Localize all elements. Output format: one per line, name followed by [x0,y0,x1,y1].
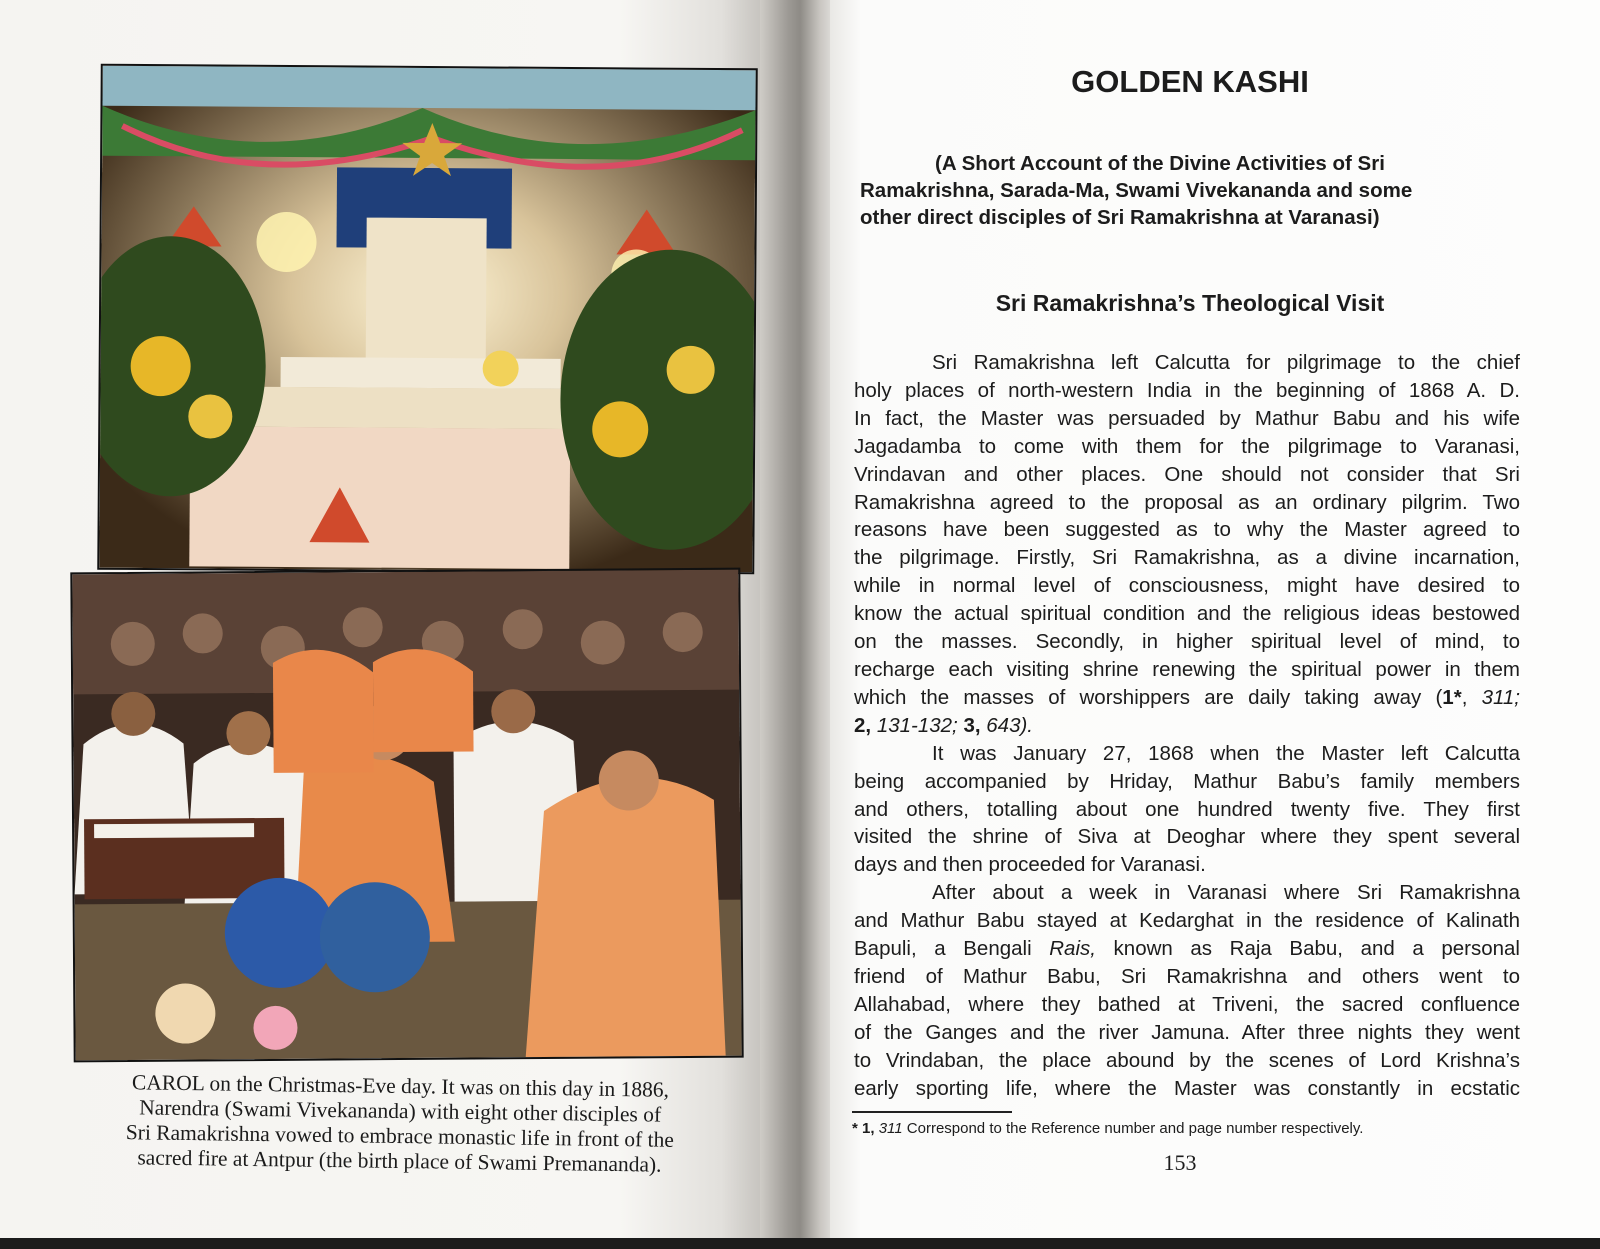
photo-caption [79,1070,720,1179]
chapter-subtitle [860,150,1520,231]
text-line: Jagadamba to come with them for the pilgrimage to Varanasi, [854,434,1520,458]
caption-line: Sri Ramakrishna vowed to embrace monastic life in front of the [125,1120,675,1152]
text-line: holy places of north-western India in the beginning of 1868 A. D. [854,378,1520,402]
text-line [854,712,1520,740]
book-gutter [760,0,840,1238]
text-line: visited the shrine of Siva at Deoghar where they spent several [854,825,1520,849]
italic-term: Rais, [1049,937,1096,961]
text-run: known as Raja Babu, and a personal [1095,937,1520,961]
subtitle-line: Ramakrishna, Sarada-Ma, Swami Vivekananda and some [860,179,1413,202]
footnote-divider [852,1111,1012,1113]
text-line: Allahabad, where they bathed at Triveni, the sacred confluence [854,992,1520,1016]
text-line: of the Ganges and the river Jamuna. After three nights they went [854,1020,1520,1044]
text-line: reasons have been suggested as to why the Master agreed to [854,518,1520,542]
text-line: to Vrindaban, the place abound by the scenes of Lord Krishna’s [854,1048,1520,1072]
caption-line: sacred fire at Antpur (the birth place of Swami Premananda). [137,1145,662,1177]
footnote-page: 311 [878,1120,903,1137]
text-line: which the masses of worshippers are daily taking away (1*, 311; [854,685,1520,709]
text-line: It was January 27, 1868 when the Master left Calcutta [932,741,1520,765]
text-line: the pilgrimage. Firstly, Sri Ramakrishna, as a divine incarnation, [854,546,1520,570]
reference-number: 1* [1442,685,1462,709]
reference-number: 3, [963,713,981,737]
section-heading: Sri Ramakrishna’s Theological Visit [995,290,1385,316]
text-line: and others, totalling about one hundred twenty five. They first [854,797,1520,821]
text-line: After about a week in Varanasi where Sri Ramakrishna [932,881,1520,905]
footnote-mark: * 1, [852,1120,875,1137]
text-run: which the masses of worshippers are daily taking away ( [854,685,1443,709]
text-line: Ramakrishna agreed to the proposal as an ordinary pilgrim. Two [854,490,1520,514]
text-line: know the actual spiritual condition and the religious ideas bestowed [854,602,1520,626]
reference-page: 311; [1481,685,1520,709]
text-line: early sporting life, where the Master was constantly in ecstatic [854,1076,1520,1100]
text-line: and Mathur Babu stayed at Kedarghat in the residence of Kalinath [854,909,1520,933]
chapter-title: GOLDEN KASHI [1071,64,1309,99]
text-line: days and then proceeded for Varanasi. [854,853,1206,877]
text-line: recharge each visiting shrine renewing the spiritual power in them [854,657,1520,681]
text-line: Sri Ramakrishna left Calcutta for pilgrimage to the chief [932,351,1520,374]
text-line: being accompanied by Hriday, Mathur Babu’s family members [854,769,1520,793]
text-line: friend of Mathur Babu, Sri Ramakrishna and others went to [854,964,1520,988]
text-line: while in normal level of consciousness, might have desired to [854,574,1520,598]
text-line [854,935,1520,963]
text-line: on the masses. Secondly, in higher spiritual level of mind, to [854,630,1520,654]
altar-photo [97,64,758,575]
reference-page: 643). [986,713,1033,737]
reference-number: 2, [854,713,872,737]
caption-line: Narendra (Swami Vivekananda) with eight other disciples of [139,1095,662,1127]
footnote-text: Correspond to the Reference number and page number respectively. [902,1120,1364,1137]
page-number: 153 [1163,1150,1197,1175]
text-run: Bapuli, a Bengali [854,937,1050,961]
body-text [854,349,1520,1102]
subtitle-line: other direct disciples of Sri Ramakrishna at Varanasi) [860,206,1380,229]
scan-bottom-edge [0,1238,1600,1249]
subtitle-line: (A Short Account of the Divine Activities of Sri [935,152,1385,175]
caption-line: CAROL on the Christmas-Eve day. It was on this day in 1886, [131,1070,670,1102]
reference-page: 131-132; [876,713,958,737]
carol-singing-photo [70,568,743,1063]
text-line: In fact, the Master was persuaded by Mathur Babu and his wife [854,406,1520,430]
footnote [852,1120,1532,1137]
text-line: Vrindavan and other places. One should not consider that Sri [854,462,1520,486]
